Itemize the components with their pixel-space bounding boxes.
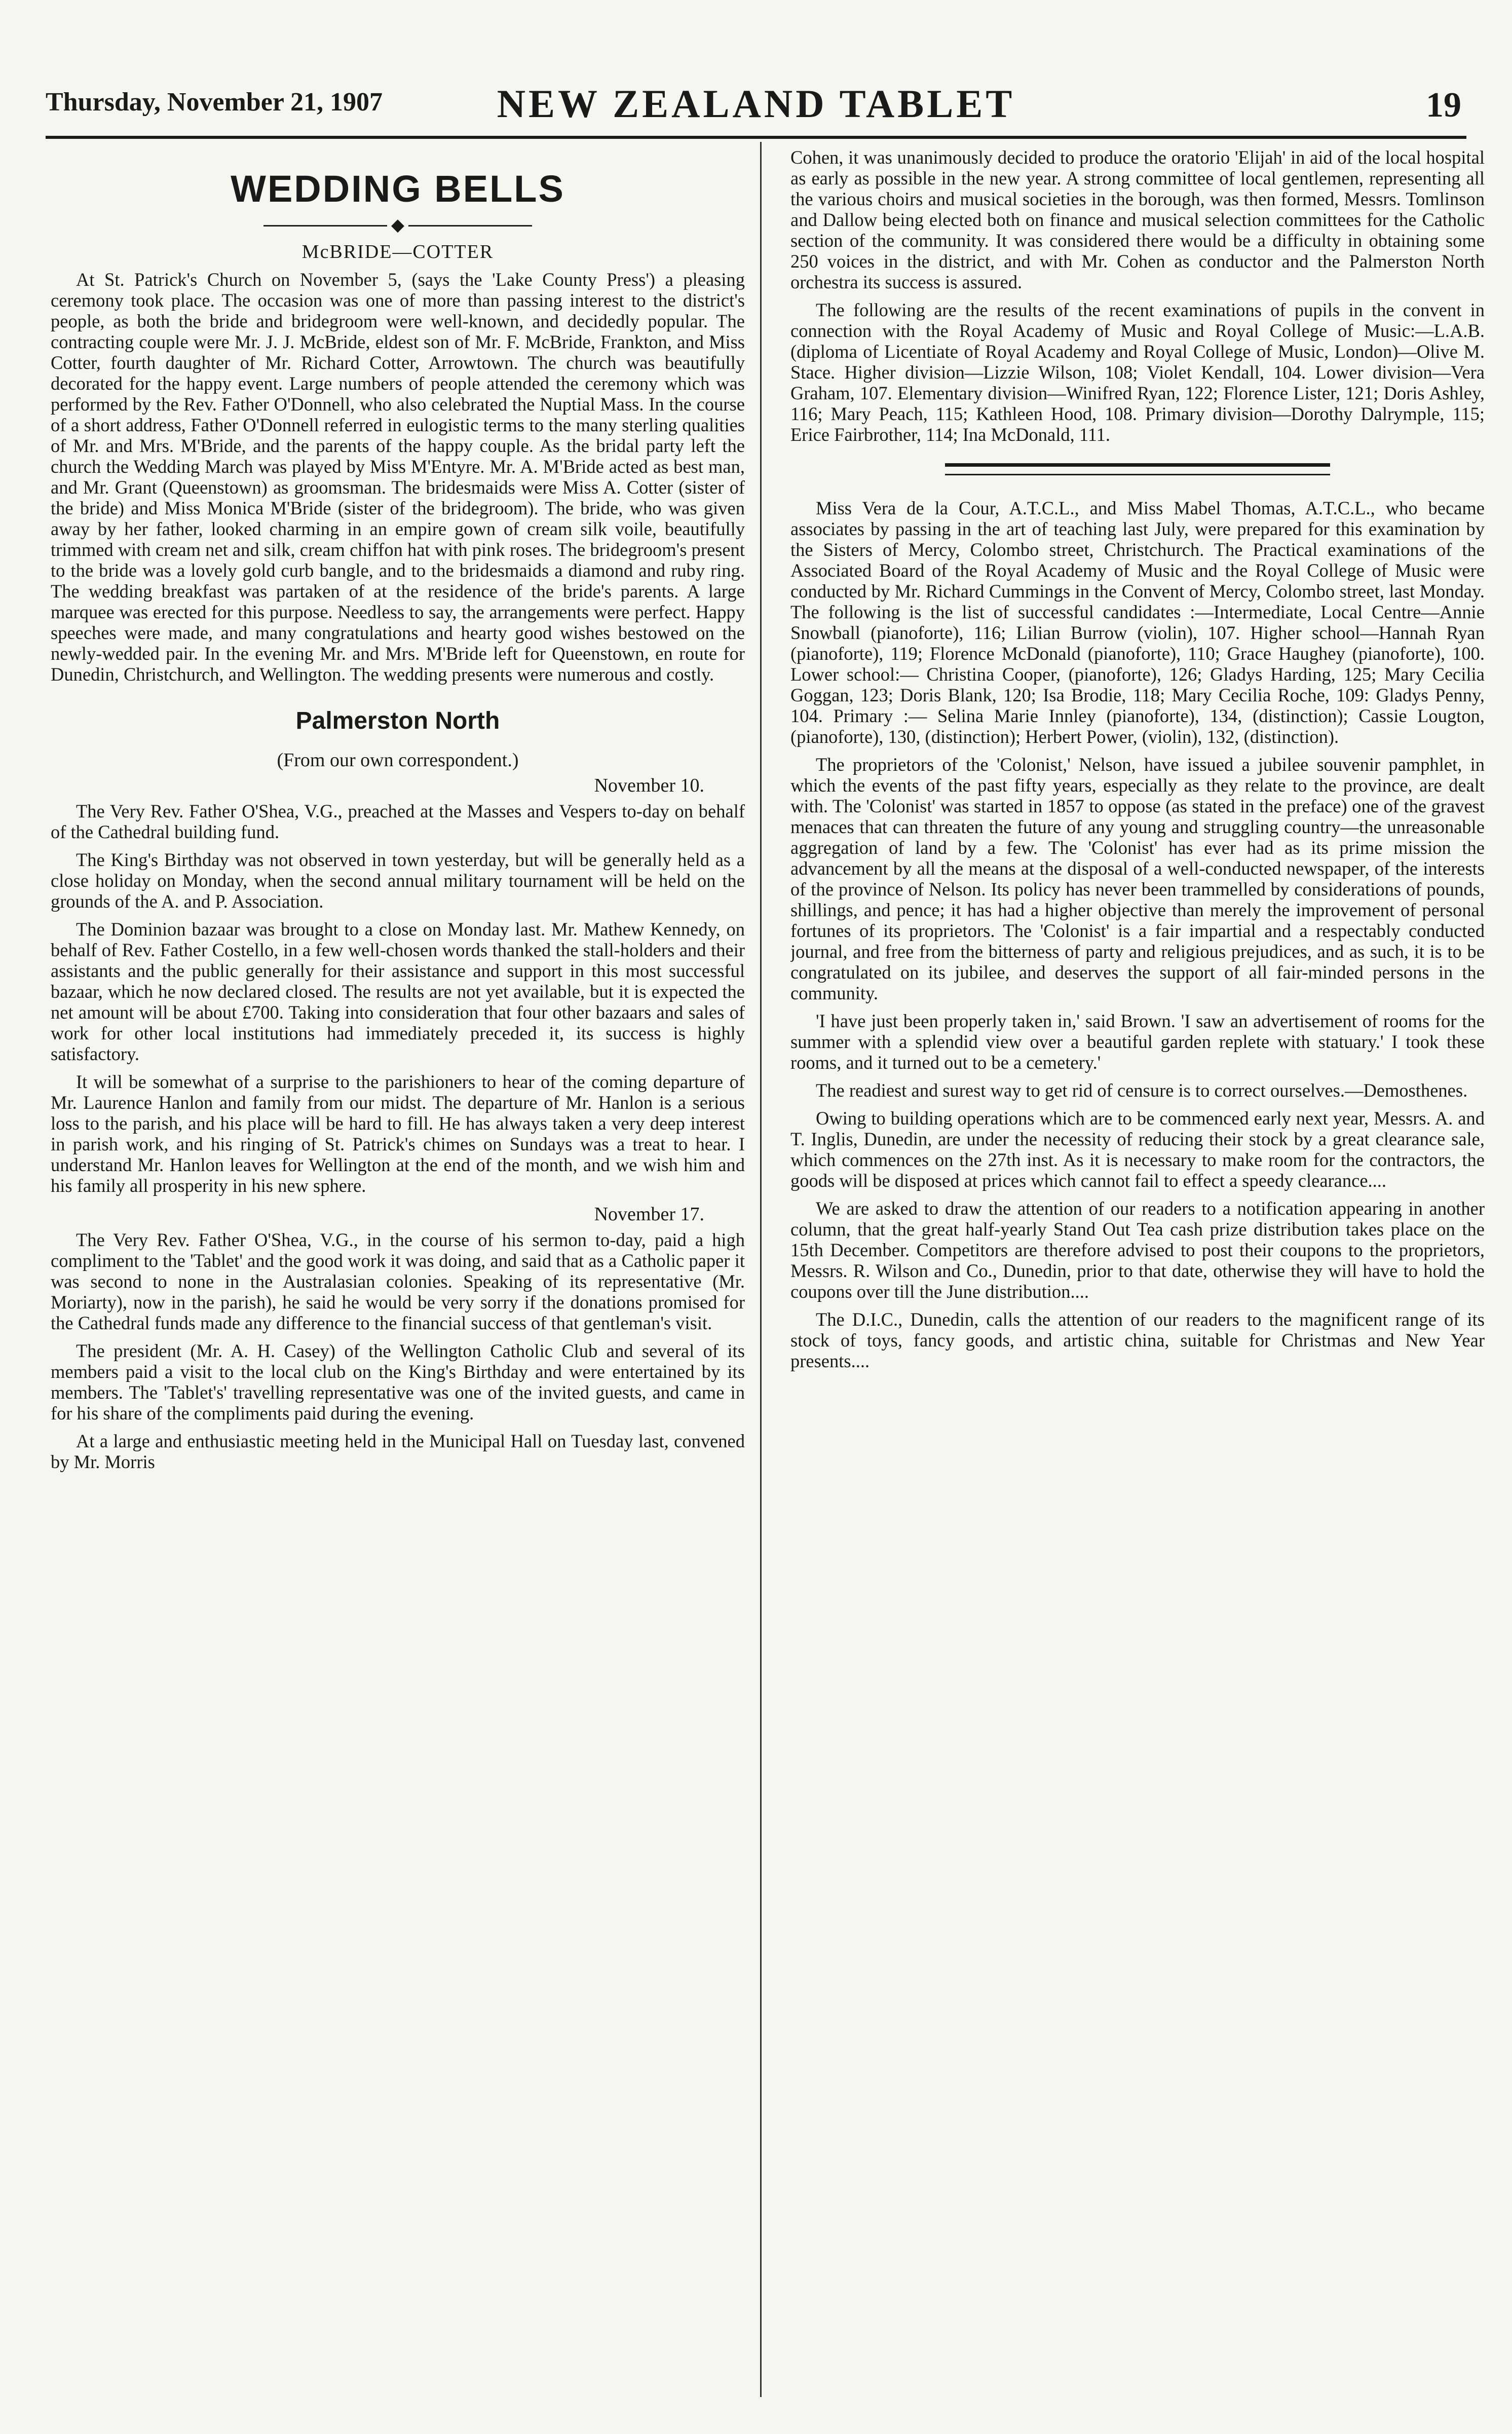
news-paragraph: Miss Vera de la Cour, A.T.C.L., and Miss Mabel Thomas, A.T.C.L., who became associates by passing in the art of teaching last July, were prepared for this examination by the Sisters of Mercy, Colombo street, Christchurch. The Practical examinations of the Associated Board of the Royal Academy of Music and the Royal College of Music were conducted by Mr. Richard Cummings in the Convent of Mercy, Colombo street, last Monday. The following is the list of successful candidates :—Intermediate, Local Centre—Annie Snowball (pianoforte), 116; Lilian Burrow (violin), 107. Higher school—Hannah Ryan (pianoforte), 119; Florence McDonald (pianoforte), 110; Grace Haughey (pianoforte), 100. Lower school:— Christina Cooper, (pianoforte), 126; Gladys Harding, 125; Mary Cecilia Goggan, 123; Doris Blank, 120; Isa Brodie, 118; Mary Cecilia Roche, 109: Gladys Penny, 104. Primary :— Selina Marie Innley (pianoforte), 134, (distinction); Cassie Lougton, (pianoforte), 130, (distinction); Herbert Power, (violin), 132, (distinction). (790, 498, 1485, 747)
section-divider (945, 463, 1330, 475)
masthead-rule (46, 136, 1466, 139)
correspondent-line: (From our own correspondent.) (277, 750, 519, 771)
left-column (51, 147, 745, 2397)
news-paragraph: Cohen, it was unanimously decided to produce the oratorio 'Elijah' in aid of the local hospital as early as possible in the new year. A strong committee of local gentlemen, representing all the various choirs and musical societies in the borough, was then formed, Messrs. Tomlinson and Dallow being elected both on finance and musical selection committees for the Catholic section of the community. It was considered there would be a difficulty in obtaining some 250 voices in the district, and with Mr. Cohen as conductor and the Palmerston North orchestra its success is assured. (790, 147, 1485, 292)
newspaper-title: NEW ZEALAND TABLET (497, 82, 1015, 126)
wedding-bells-heading: WEDDING BELLS (231, 168, 565, 210)
news-paragraph: The proprietors of the 'Colonist,' Nelson, have issued a jubilee souvenir pamphlet, in which the events of the past fifty years, especially as they relate to the province, are dealt with. The 'Colonist' was started in 1857 to oppose (as stated in the preface) one of the gravest menaces that can threaten the future of any young and struggling country—the unreasonable aggregation of land by a few. The 'Colonist' has ever had as its prime mission the advancement by all the means at the disposal of a well-conducted newspaper, of the interests of the province of Nelson. Its policy has never been trammelled by considerations of pounds, shillings, and pence; it has had a higher objective than merely the improvement of personal fortunes of its proprietors. The 'Colonist' is a fair impartial and a respectably conducted journal, and free from the bitterness of party and religious prejudices, and as such, it is to be congratulated on its jubilee, and deserves the support of all fair-minded persons in the community. (790, 754, 1485, 1003)
issue-date: Thursday, November 21, 1907 (46, 88, 383, 117)
news-paragraph: 'I have just been properly taken in,' said Brown. 'I saw an advertisement of rooms for the summer with a splendid view over a beautiful garden replete with statuary.' I took these rooms, and it turned out to be a cemetery.' (790, 1010, 1485, 1073)
news-paragraph: The D.I.C., Dunedin, calls the attention of our readers to the magnificent range of its stock of toys, fancy goods, and artistic china, suitable for Christmas and New Year presents.... (790, 1309, 1485, 1371)
news-paragraph: Owing to building operations which are to be commenced early next year, Messrs. A. and T. Inglis, Dunedin, are under the necessity of reducing their stock by a great clearance sale, which commences on the 27th inst. As it is necessary to make room for the contractors, the goods will be disposed at prices which cannot fail to effect a speedy clearance.... (790, 1108, 1485, 1191)
dateline-nov-17: November 17. (594, 1204, 704, 1225)
palmerston-north-heading: Palmerston North (295, 707, 500, 734)
news-paragraph: The Very Rev. Father O'Shea, V.G., preached at the Masses and Vespers to-day on behalf of the Cathedral building fund. (51, 801, 745, 842)
news-paragraph: The Very Rev. Father O'Shea, V.G., in the course of his sermon to-day, paid a high compliment to the 'Tablet' and the good work it was doing, and said that as a Catholic paper it was second to none in the Australasian colonies. Speaking of its representative (Mr. Moriarty), now in the parish), he said he would be very sorry if the donations promised for the Cathedral funds made any difference to the financial success of that gentleman's visit. (51, 1229, 745, 1333)
page-number: 19 (1426, 86, 1461, 125)
news-paragraph: The readiest and surest way to get rid of censure is to correct ourselves.—Demosthenes. (816, 1080, 1468, 1101)
news-paragraph: The president (Mr. A. H. Casey) of the Wellington Catholic Club and several of its members paid a visit to the local club on the King's Birthday and were entertained by its members. The 'Tablet's' travelling representative was one of the invited guests, and came in for his share of the compliments paid during the evening. (51, 1340, 745, 1424)
right-column (790, 147, 1485, 2397)
news-paragraph: At a large and enthusiastic meeting held in the Municipal Hall on Tuesday last, convened by Mr. Morris (51, 1431, 745, 1472)
news-paragraph: We are asked to draw the attention of our readers to a notification appearing in another column, that the great half-yearly Stand Out Tea cash prize distribution takes place on the 15th December. Competitors are therefore advised to post their coupons to the proprietors, Messrs. R. Wilson and Co., Dunedin, prior to that date, otherwise they will have to hold the coupons over till the June distribution.... (790, 1198, 1485, 1302)
news-paragraph: The Dominion bazaar was brought to a close on Monday last. Mr. Mathew Kennedy, on behalf of Rev. Father Costello, in a few well-chosen words thanked the stall-holders and their assistants and the public generally for their assistance and support in this most successful bazaar, which he now declared closed. The results are not yet available, but it is expected the net amount will be about £700. Taking into consideration that four other bazaars and sales of work for other local institutions had immediately preceded it, its success is highly satisfactory. (51, 919, 745, 1064)
dateline-nov-10: November 10. (594, 775, 704, 796)
news-paragraph: The King's Birthday was not observed in town yesterday, but will be generally held as a close holiday on Monday, when the second annual military tournament will be held on the grounds of the A. and P. Association. (51, 849, 745, 912)
news-paragraph: It will be somewhat of a surprise to the parishioners to hear of the coming departure of Mr. Laurence Hanlon and family from our midst. The departure of Mr. Hanlon is a serious loss to the parish, and his place will be hard to fill. He has always taken a very deep interest in parish work, and his ringing of St. Patrick's chimes on Sundays was a treat to hear. I understand Mr. Hanlon leaves for Wellington at the end of the month, and we wish him and his family all prosperity in his new sphere. (51, 1071, 745, 1196)
news-paragraph: The following are the results of the recent examinations of pupils in the convent in connection with the Royal Academy of Music and Royal College of Music:—L.A.B. (diploma of Licentiate of Royal Academy and Royal College of Music, London)—Olive M. Stace. Higher division—Lizzie Wilson, 108; Violet Kendall, 104. Lower division—Vera Graham, 107. Elementary division—Winifred Ryan, 122; Florence Lister, 121; Doris Ashley, 116; Mary Peach, 115; Kathleen Hood, 108. Primary division—Dorothy Dalrymple, 115; Erice Fairbrother, 114; Ina McDonald, 111. (790, 299, 1485, 445)
wedding-subheading: McBRIDE—COTTER (301, 241, 494, 263)
masthead (46, 76, 1466, 132)
diamond-icon: ◆ (387, 215, 408, 236)
column-divider (760, 142, 762, 2397)
ornament-divider (51, 215, 745, 236)
wedding-article: At St. Patrick's Church on November 5, (says the 'Lake County Press') a pleasing ceremony took place. The occasion was one of more than passing interest to the district's people, as both the bride and bridegroom were well-known, and decidedly popular. The contracting couple were Mr. J. J. McBride, eldest son of Mr. F. McBride, Frankton, and Miss Cotter, fourth daughter of Mr. Richard Cotter, Arrowtown. The church was beautifully decorated for the happy event. Large numbers of people attended the ceremony which was performed by the Rev. Father O'Donnell, who also celebrated the Nuptial Mass. In the course of a short address, Father O'Donnell referred in eulogistic terms to the many sterling qualities of Mr. and Mrs. M'Bride, and the parents of the happy couple. As the bridal party left the church the Wedding March was played by Miss M'Entyre. Mr. A. M'Bride acted as best man, and Mr. Grant (Queenstown) as groomsman. The bridesmaids were Miss A. Cotter (sister of the bride) and Miss Monica M'Bride (sister of the bridegroom). The bride, who was given away by her father, looked charming in an empire gown of cream silk voile, beautifully trimmed with cream net and silk, cream chiffon hat with pink roses. The bridegroom's present to the bride was a lovely gold curb bangle, and to the bridesmaids a diamond and ruby ring. The wedding breakfast was partaken of at the residence of the bride's parents. A large marquee was erected for this purpose. Needless to say, the arrangements were perfect. Happy speeches were made, and many congratulations and hearty good wishes bestowed on the newly-wedded pair. In the evening Mr. and Mrs. M'Bride left for Queenstown, en route for Dunedin, Christchurch, and Wellington. The wedding presents were numerous and costly. (51, 269, 745, 685)
